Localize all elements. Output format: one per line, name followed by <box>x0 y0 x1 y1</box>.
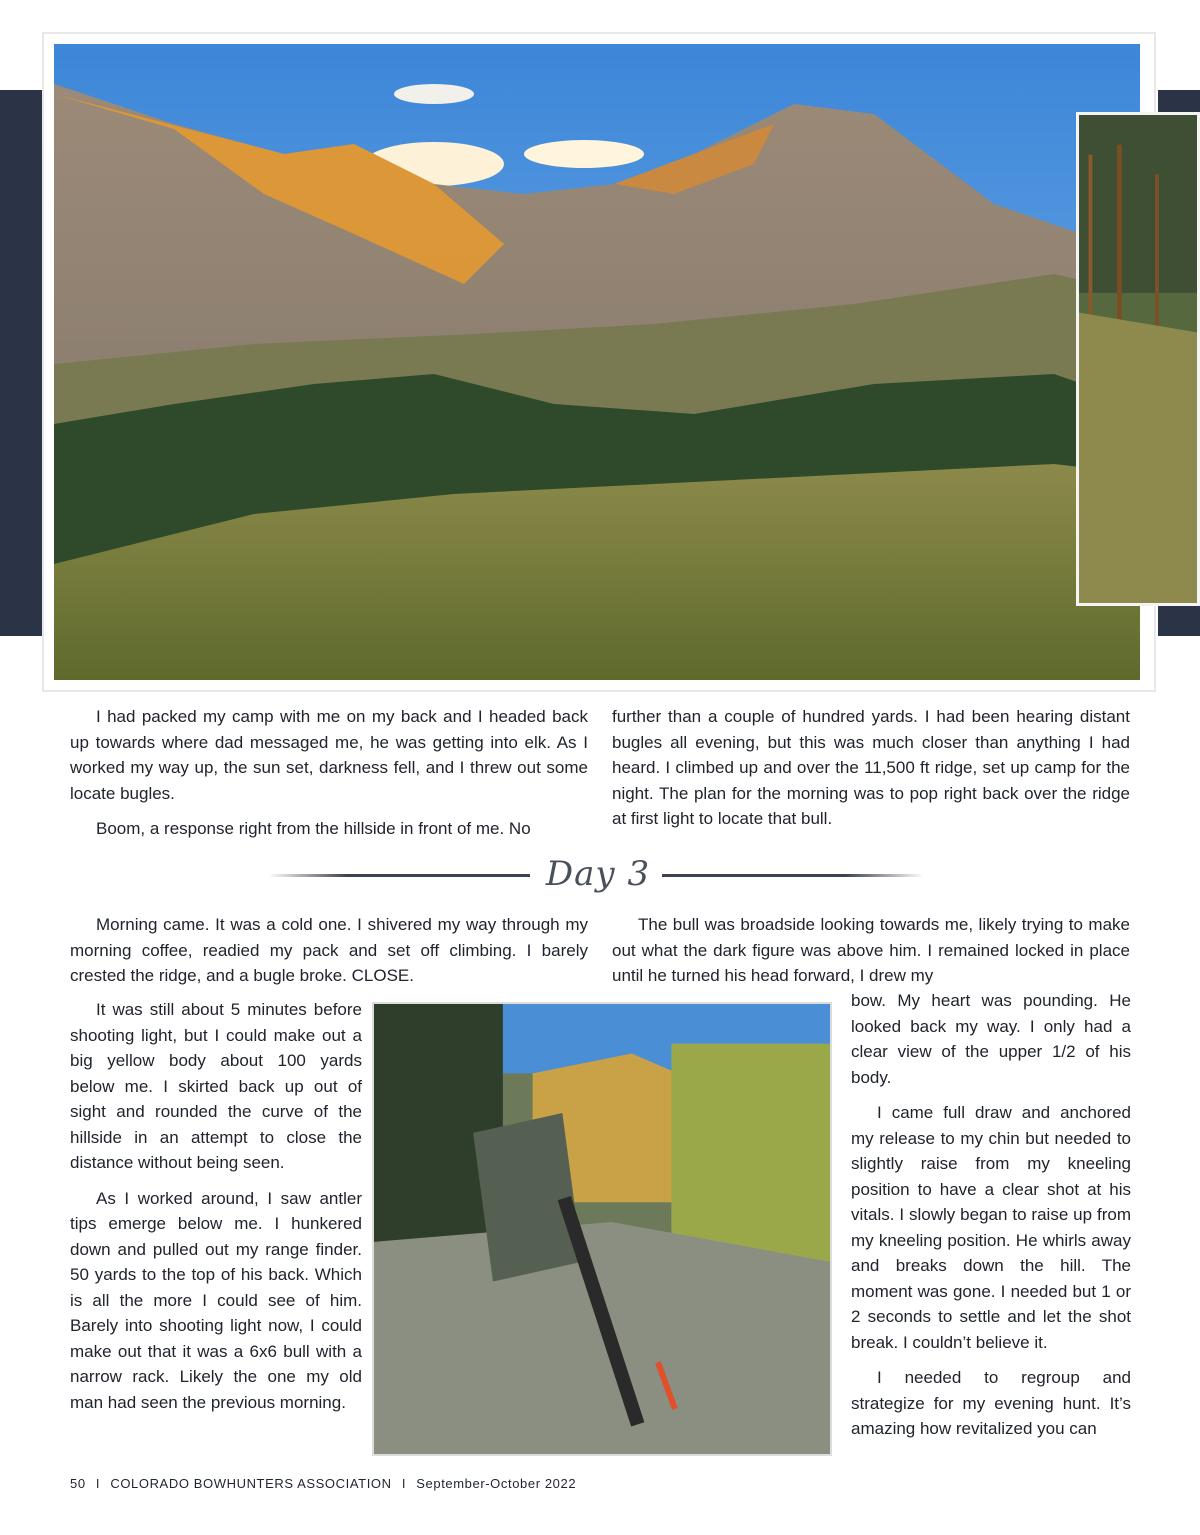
issue-date: September-October 2022 <box>416 1476 577 1491</box>
footer-separator: I <box>401 1476 407 1491</box>
body-paragraph: Boom, a response right from the hillside in front of me. No <box>96 819 531 838</box>
body-paragraph: I needed to regroup and strategize for my evening hunt. It’s amazing how revitalized you can <box>851 1368 1131 1438</box>
body-paragraph: bow. My heart was pounding. He looked back my way. I only had a clear view of the upper 1/2 of his body. <box>851 991 1131 1087</box>
article-column-5 <box>612 912 1130 999</box>
body-paragraph: The bull was broadside looking towards me, likely trying to make out what the dark figure was above him. I remained locked in place until he turned his head forward, I drew my <box>612 915 1130 985</box>
footer-separator: I <box>95 1476 101 1491</box>
backpack-and-bow-photo <box>372 1002 832 1456</box>
article-column-6 <box>851 988 1131 1452</box>
burned-forest-photo <box>1076 112 1200 606</box>
page-footer <box>70 1476 582 1491</box>
article-column-4 <box>70 997 362 1425</box>
page-number: 50 <box>70 1476 86 1491</box>
article-column-2 <box>612 704 1130 842</box>
left-navy-band <box>0 90 46 636</box>
section-title: Day 3 <box>545 854 651 894</box>
body-paragraph: Morning came. It was a cold one. I shivered my way through my morning coffee, readied my pack and set off climbing. I barely crested the ridge, and a bugle broke. CLOSE. <box>70 915 588 985</box>
section-heading <box>268 852 932 896</box>
heading-rule-right <box>662 874 924 877</box>
publication-name: COLORADO BOWHUNTERS ASSOCIATION <box>110 1476 392 1491</box>
mountain-valley-photo <box>54 44 1140 680</box>
body-paragraph: As I worked around, I saw antler tips emerge below me. I hunkered down and pulled out my range finder. 50 yards to the top of his back. Which is all the more I could see of him. Barely into shooting light now, I could make out that it was a 6x6 bull with a narrow rack. Likely the one my old man had seen the previous morning. <box>70 1188 362 1412</box>
body-paragraph: I came full draw and anchored my release to my chin but needed to slightly raise from my kneeling position to have a clear shot at his vitals. I slowly began to raise up from my kneeling position. He whirls away and breaks down the hill. The moment was gone. I needed but 1 or 2 seconds to settle and let the shot break. I couldn’t believe it. <box>851 1103 1131 1352</box>
body-paragraph: It was still about 5 minutes before shooting light, but I could make out a big yellow body about 100 yards below me. I skirted back up out of sight and rounded the curve of the hillside in an attempt to close the distance without being seen. <box>70 1000 362 1172</box>
article-column-1 <box>70 704 588 852</box>
body-paragraph: I had packed my camp with me on my back and I headed back up towards where dad messaged me, he was getting into elk. As I worked my way up, the sun set, darkness fell, and I threw out some locate bugles. <box>70 707 588 803</box>
heading-rule-left <box>268 874 530 877</box>
article-column-3 <box>70 912 588 999</box>
body-paragraph: further than a couple of hundred yards. I had been hearing distant bugles all evening, but this was much closer than anything I had heard. I climbed up and over the 11,500 ft ridge, set up camp for the night. The plan for the morning was to pop right back over the ridge at first light to locate that bull. <box>612 707 1130 828</box>
